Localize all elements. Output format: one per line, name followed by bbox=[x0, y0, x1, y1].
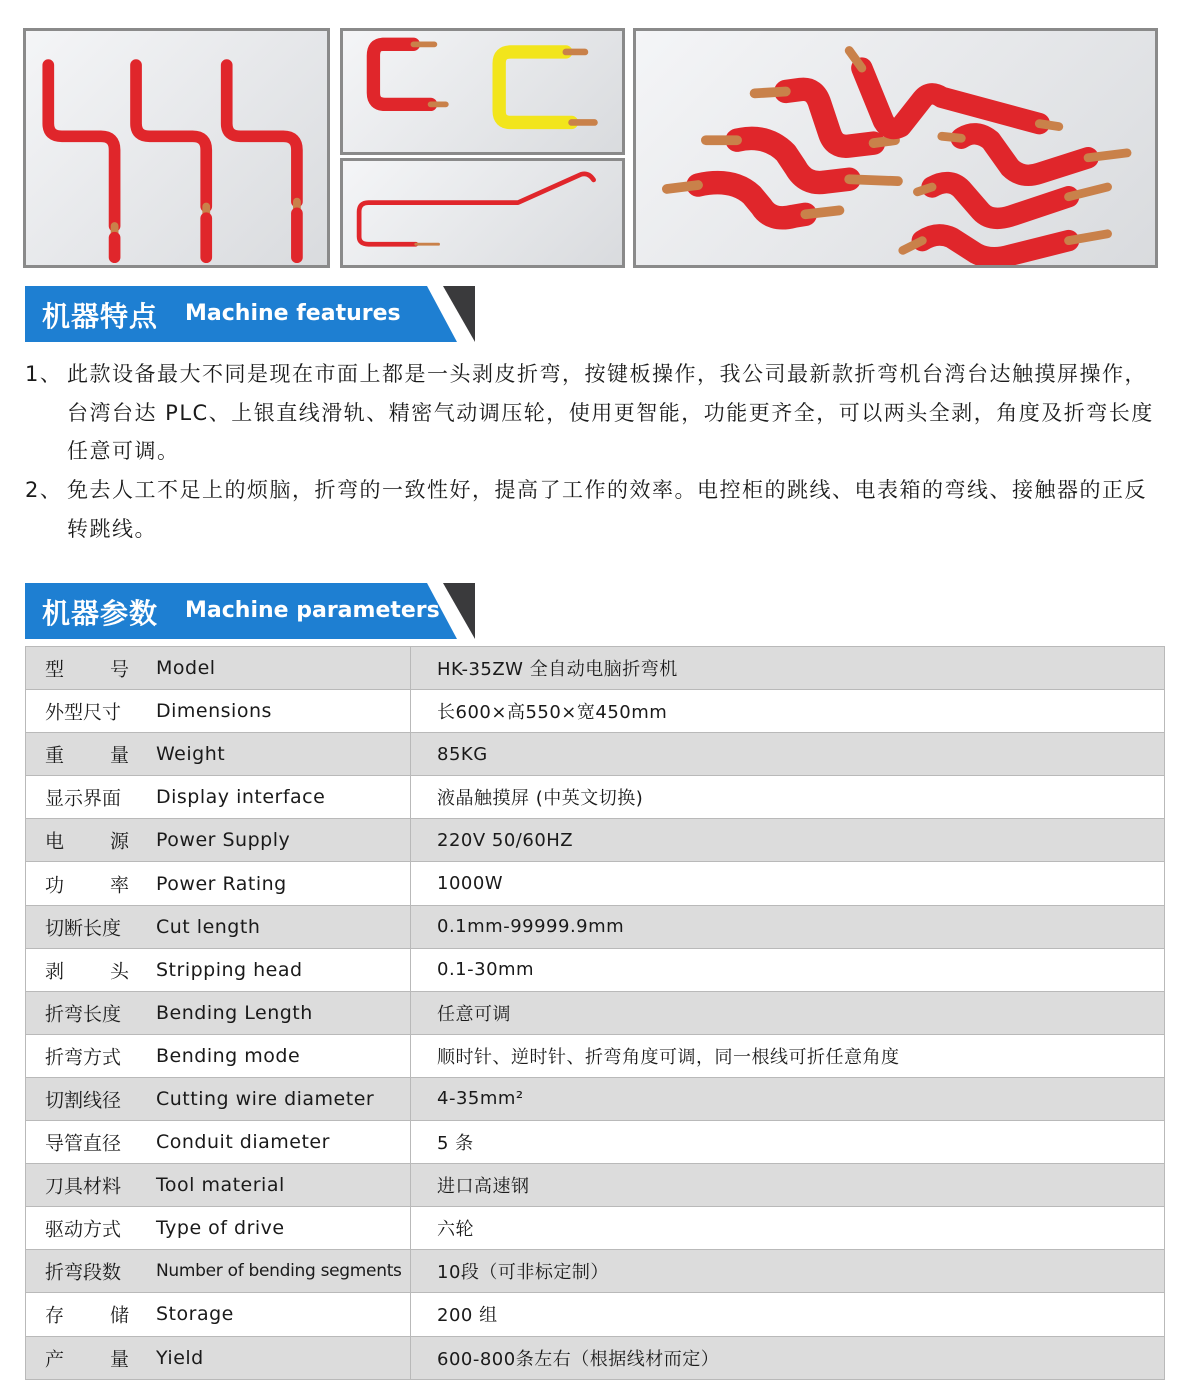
param-row bbox=[26, 1077, 1165, 1120]
param-label-zh: 显示界面 bbox=[45, 787, 122, 810]
param-label-en: Storage bbox=[156, 1303, 234, 1326]
param-label-en: Dimensions bbox=[156, 700, 272, 723]
param-label-cell bbox=[26, 1336, 411, 1379]
param-label-zh: 驱动方式 bbox=[45, 1218, 122, 1241]
param-label-zh-char: 电 bbox=[45, 830, 65, 853]
param-value: 1000W bbox=[411, 862, 1165, 905]
param-value: 5 条 bbox=[411, 1121, 1165, 1164]
param-value: 220V 50/60HZ bbox=[411, 819, 1165, 862]
param-label-zh-char: 重 bbox=[45, 744, 65, 767]
param-label-zh-char: 量 bbox=[109, 744, 129, 767]
param-row bbox=[26, 1336, 1165, 1379]
u-bent-wires-illustration bbox=[343, 31, 622, 152]
section-title-en: Machine parameters bbox=[185, 598, 440, 623]
photo-offset-bent-wires bbox=[633, 28, 1158, 268]
param-label-zh bbox=[45, 827, 129, 854]
param-label-en: Model bbox=[156, 657, 216, 680]
param-value: 液晶触摸屏 (中英文切换) bbox=[411, 776, 1165, 819]
param-row bbox=[26, 776, 1165, 819]
param-row bbox=[26, 733, 1165, 776]
param-value: 200 组 bbox=[411, 1293, 1165, 1336]
param-label-en: Stripping head bbox=[156, 958, 303, 981]
feature-number: 2、 bbox=[25, 478, 63, 502]
param-value: 4-35mm² bbox=[411, 1077, 1165, 1120]
param-label-zh-char: 剥 bbox=[45, 960, 65, 983]
param-label-zh-char: 型 bbox=[45, 658, 65, 681]
offset-wires-illustration bbox=[636, 31, 1155, 265]
param-row bbox=[26, 690, 1165, 733]
param-label-zh: 折弯长度 bbox=[45, 1003, 122, 1026]
param-row bbox=[26, 1164, 1165, 1207]
param-label-en: Display interface bbox=[156, 786, 326, 809]
param-label-zh-char: 储 bbox=[109, 1304, 129, 1327]
param-label-cell bbox=[26, 1293, 411, 1336]
photo-u-bent-wires bbox=[340, 28, 625, 155]
param-label-zh: 外型尺寸 bbox=[45, 701, 122, 724]
param-row bbox=[26, 1034, 1165, 1077]
section-banner-parameters bbox=[25, 583, 475, 639]
param-label-cell bbox=[26, 1250, 411, 1293]
param-label-zh-char: 源 bbox=[109, 830, 129, 853]
param-value: 进口高速钢 bbox=[411, 1164, 1165, 1207]
feature-item bbox=[25, 355, 1165, 471]
param-label-zh-char: 量 bbox=[109, 1348, 129, 1371]
param-label-en: Bending Length bbox=[156, 1001, 313, 1024]
param-label-en: Weight bbox=[156, 743, 226, 766]
param-label-en: Cut length bbox=[156, 915, 261, 938]
param-label-cell bbox=[26, 1077, 411, 1120]
param-value: 0.1mm-99999.9mm bbox=[411, 905, 1165, 948]
red-u-wire bbox=[373, 44, 430, 104]
param-row bbox=[26, 991, 1165, 1034]
param-label-cell bbox=[26, 991, 411, 1034]
param-row bbox=[26, 1250, 1165, 1293]
param-value: 顺时针、逆时针、折弯角度可调，同一根线可折任意角度 bbox=[411, 1034, 1165, 1077]
param-label-en: Yield bbox=[156, 1346, 204, 1369]
wire-1 bbox=[48, 65, 114, 257]
param-label-en: Cutting wire diameter bbox=[156, 1087, 375, 1110]
feature-text: 免去人工不足上的烦脑，折弯的一致性好，提高了工作的效率。电控柜的跳线、电表箱的弯线、接触器的正反转跳线。 bbox=[67, 478, 1147, 541]
param-label-en: Bending mode bbox=[156, 1044, 301, 1067]
param-label-cell bbox=[26, 1034, 411, 1077]
param-row bbox=[26, 862, 1165, 905]
feature-text: 此款设备最大不同是现在市面上都是一头剥皮折弯，按键板操作，我公司最新款折弯机台湾台达触摸屏操作，台湾台达 PLC、上银直线滑轨、精密气动调压轮，使用更智能，功能更齐全，可以两头全剥，角度及折弯长度任意可调。 bbox=[67, 362, 1154, 463]
param-label-zh bbox=[45, 870, 129, 897]
param-label-cell bbox=[26, 690, 411, 733]
param-label-cell bbox=[26, 647, 411, 690]
param-row bbox=[26, 948, 1165, 991]
param-label-zh bbox=[45, 1301, 129, 1328]
section-title-zh: 机器参数 bbox=[42, 597, 159, 630]
param-label-zh bbox=[45, 741, 129, 768]
param-label-en: Power Supply bbox=[156, 829, 291, 852]
photo-z-bent-wires bbox=[23, 28, 330, 268]
wire-3 bbox=[227, 65, 297, 257]
param-label-zh-char: 率 bbox=[109, 874, 129, 897]
param-value: 六轮 bbox=[411, 1207, 1165, 1250]
long-red-wire bbox=[359, 174, 593, 244]
param-label-zh: 切断长度 bbox=[45, 917, 122, 940]
param-label-zh: 切割线径 bbox=[45, 1089, 122, 1112]
param-row bbox=[26, 819, 1165, 862]
param-label-cell bbox=[26, 948, 411, 991]
param-value: 长600×高550×宽450mm bbox=[411, 690, 1165, 733]
param-row bbox=[26, 647, 1165, 690]
z-bent-wires-illustration bbox=[26, 31, 327, 265]
feature-number: 1、 bbox=[25, 362, 63, 386]
yellow-u-wire bbox=[499, 52, 571, 123]
param-label-en: Conduit diameter bbox=[156, 1131, 330, 1154]
param-label-zh: 刀具材料 bbox=[45, 1175, 122, 1198]
param-value: 85KG bbox=[411, 733, 1165, 776]
param-row bbox=[26, 905, 1165, 948]
feature-item bbox=[25, 471, 1165, 548]
param-label-zh: 折弯方式 bbox=[45, 1046, 122, 1069]
param-value: 600-800条左右（根据线材而定） bbox=[411, 1336, 1165, 1379]
param-label-zh: 导管直径 bbox=[45, 1132, 122, 1155]
param-label-cell bbox=[26, 1121, 411, 1164]
wire-2 bbox=[136, 65, 206, 257]
param-label-zh-char: 号 bbox=[109, 658, 129, 681]
param-row bbox=[26, 1207, 1165, 1250]
param-label-cell bbox=[26, 819, 411, 862]
parameters-table bbox=[25, 646, 1165, 1380]
param-label-zh-char: 产 bbox=[45, 1348, 65, 1371]
param-label-zh bbox=[45, 956, 129, 983]
photo-long-bent-wire bbox=[340, 158, 625, 268]
param-label-zh: 折弯段数 bbox=[45, 1261, 122, 1284]
section-banner-features bbox=[25, 286, 475, 342]
param-label-cell bbox=[26, 1164, 411, 1207]
param-row bbox=[26, 1293, 1165, 1336]
param-row bbox=[26, 1121, 1165, 1164]
section-title-en: Machine features bbox=[185, 301, 401, 326]
param-value: 10段（可非标定制） bbox=[411, 1250, 1165, 1293]
param-label-cell bbox=[26, 862, 411, 905]
param-label-zh bbox=[45, 655, 129, 682]
param-label-zh-char: 功 bbox=[45, 874, 65, 897]
param-label-en: Type of drive bbox=[156, 1217, 285, 1240]
param-label-cell bbox=[26, 905, 411, 948]
param-label-en: Number of bending segments bbox=[156, 1261, 402, 1282]
param-value: 0.1-30mm bbox=[411, 948, 1165, 991]
param-label-cell bbox=[26, 733, 411, 776]
param-label-zh bbox=[45, 1344, 129, 1371]
param-value: 任意可调 bbox=[411, 991, 1165, 1034]
param-value: HK-35ZW 全自动电脑折弯机 bbox=[411, 647, 1165, 690]
param-label-cell bbox=[26, 1207, 411, 1250]
param-label-en: Power Rating bbox=[156, 872, 287, 895]
long-wire-illustration bbox=[343, 161, 622, 265]
param-label-zh-char: 头 bbox=[109, 960, 129, 983]
param-label-en: Tool material bbox=[156, 1174, 285, 1197]
param-label-zh-char: 存 bbox=[45, 1304, 65, 1327]
section-title-zh: 机器特点 bbox=[42, 300, 159, 333]
param-label-cell bbox=[26, 776, 411, 819]
